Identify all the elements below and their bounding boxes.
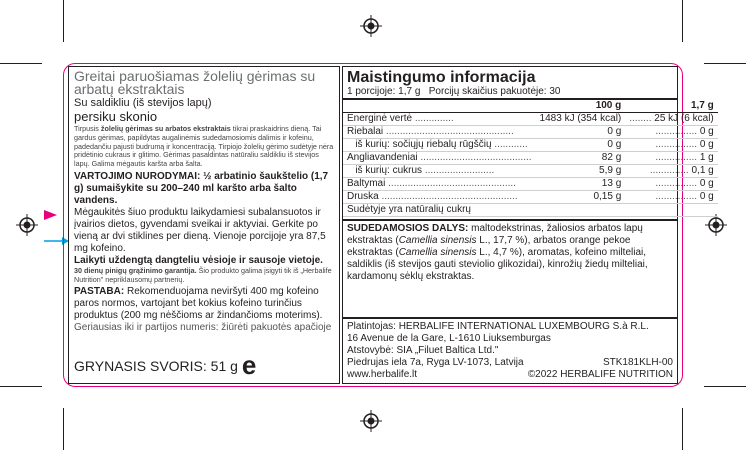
nutrient-label: iš kurių: sočiųjų riebalų rūgščių ............ <box>343 139 536 152</box>
crop-mark-tl-v <box>63 0 64 42</box>
nutrient-value-portion: ........ 25 kJ (6 kcal) <box>625 113 717 126</box>
note-bold: PASTABA: <box>74 285 125 297</box>
product-code: STK181KLH-00 <box>602 357 673 368</box>
nutrient-value-portion: ............... 0 g <box>625 191 717 204</box>
nutrient-label: iš kurių: cukrus ......................... <box>343 165 536 178</box>
portion-size: 1 porcijoje: 1,7 g <box>347 86 421 97</box>
caffeine-note <box>74 286 334 322</box>
nutrition-row <box>343 191 718 204</box>
crop-mark-br-h <box>704 386 746 387</box>
nutrient-value-100g: 1483 kJ (354 kcal) <box>536 113 626 126</box>
crop-mark-tl-h <box>0 63 42 64</box>
distributor-row-5 <box>347 369 673 381</box>
distributor-section <box>343 317 677 383</box>
ingredients-latin-1: Camellia sinensis <box>398 235 477 246</box>
distributor-line-4: Piedrujas iela 7a, Ryga LV-1073, Latvija <box>347 357 524 368</box>
nutrition-table <box>343 100 718 217</box>
ingredients-text-1: maltodekstrinas, žaliosios arbatos lapų ekstraktas ( <box>347 223 643 246</box>
registration-mark-icon <box>16 214 38 236</box>
nutrient-value-100g: 0,15 g <box>536 191 626 204</box>
nutrition-row <box>343 152 718 165</box>
nutrient-label: Riebalai .............................................. <box>343 126 536 139</box>
nutrition-row <box>343 139 718 152</box>
nutrient-label: Energinė vertė .............. <box>343 113 536 126</box>
usage-instructions: Mėgaukitės šiuo produktu laikydamiesi subalansuotos ir įvairios dietos, gyvendami sveikai ir aktyviai. Gerkite po vieną ar dvi stiklines per dieną. Vienoje porcijoje yra 87,5 mg kofeino. <box>74 206 326 254</box>
nutrient-value-portion: ............... 0 g <box>625 178 717 191</box>
storage-instructions: Laikyti uždengtą dangteliu vėsioje ir sausoje vietoje. <box>74 254 323 266</box>
ingredients-section <box>343 219 677 285</box>
crop-mark-bl-v <box>63 408 64 450</box>
portions-count: Porcijų skaičius pakuotėje: 30 <box>428 86 561 97</box>
nutrient-value-100g: 0 g <box>536 139 626 152</box>
ingredients-text-2: L., 17,7 %), arbatos orange pekoe ekstraktas ( <box>347 235 631 258</box>
nutrient-value-portion: ............... 0 g <box>625 139 717 152</box>
pink-triangle-icon <box>44 209 58 221</box>
nutrition-row <box>343 165 718 178</box>
distributor-line-1: Platintojas: HERBALIFE INTERNATIONAL LUXEMBOURG S.à R.L. <box>347 321 649 332</box>
nutrient-label: Angliavandeniai ........................................ <box>343 152 536 165</box>
nutrient-value-100g: 82 g <box>536 152 626 165</box>
distributor-line-2: 16 Avenue de la Gare, L-1610 Liuksemburgas <box>347 333 551 344</box>
nutrition-footnote-row <box>343 204 718 217</box>
usage-instructions-bold: VARTOJIMO NURODYMAI: ½ arbatinio šaukštelio (1,7 g) sumaišykite su 200–240 ml karšto arba šalto vandens. <box>74 170 329 206</box>
copyright: ©2022 HERBALIFE NUTRITION <box>527 369 673 380</box>
nutrient-value-100g: 0 g <box>536 126 626 139</box>
col-portion: 1,7 g <box>625 100 717 113</box>
registration-mark-icon <box>360 410 382 432</box>
nutrition-row <box>343 113 718 126</box>
ingredients-label: SUDEDAMOSIOS DALYS: <box>347 223 469 234</box>
crop-mark-tr-v <box>682 0 683 42</box>
nutrition-header-row <box>343 100 718 113</box>
nutrient-value-100g: 13 g <box>536 178 626 191</box>
website: www.herbalife.lt <box>347 369 418 380</box>
guarantee-bold: 30 dienų pinigų grąžinimo garantija. <box>74 265 197 275</box>
sweetener-line: Su saldikliu (iš stevijos lapų) <box>74 97 212 109</box>
nutrient-label: Druska ................................................. <box>343 191 536 204</box>
description-rest: tikrai praskaidrins dieną. Tai gardus gėrimas, papildytas augalinėmis sudedamosiomis dalimis ir kofeinu, padedančiu pajusti budrumą ir koncentraciją. Tirpiojo žolelių gėrimo sudėtyje nėra pridėtinio cukraus ir glitimo. Gėrimas pasaldintas natūraliu saldikliu iš stevijos lapų. Galima mėgautis karšta arba šalta. <box>74 124 334 169</box>
e-mark-icon: e <box>241 350 257 380</box>
money-back-guarantee <box>74 267 334 285</box>
ingredients-text-3: L., 4,7 %), aromatas, kofeino milteliai, saldiklis (iš stevijos gauti steviolio glikozidai), kinrožių žiedų milteliai, kardamonų sėklų ekstraktas. <box>347 247 648 282</box>
nutrient-label: Baltymai .............................................. <box>343 178 536 191</box>
net-weight <box>74 350 256 381</box>
crop-mark-br-v <box>682 408 683 450</box>
ingredients-latin-2: Camellia sinensis <box>398 247 477 258</box>
crop-mark-tr-h <box>704 63 746 64</box>
portion-info <box>343 86 677 100</box>
flavor-line: persiku skonio <box>74 109 158 124</box>
nutrient-value-portion: ............... 1 g <box>625 152 717 165</box>
registration-mark-icon <box>705 214 727 236</box>
distributor-line-3: Atstovybė: SIA „Filuet Baltica Ltd." <box>347 345 499 356</box>
product-title: Greitai paruošiamas žolelių gėrimas su arbatų ekstraktais <box>74 68 316 97</box>
nutrition-footnote: Sudėtyje yra natūralių cukrų <box>343 204 718 217</box>
nutrition-panel <box>342 66 714 384</box>
registration-mark-icon <box>360 15 382 37</box>
guarantee-rest: Šio produkto galima įsigyti tik iš „Herbalife Nutrition" nepriklausomų partnerių. <box>74 265 332 284</box>
nutrition-title: Maistingumo informacija <box>347 69 536 86</box>
nutrient-value-100g: 5,9 g <box>536 165 626 178</box>
product-description-panel <box>68 66 340 384</box>
product-description <box>74 125 334 169</box>
nutrition-row <box>343 126 718 139</box>
nutrient-value-portion: .............. 0,1 g <box>625 165 717 178</box>
crop-mark-bl-h <box>0 386 42 387</box>
distributor-row-4 <box>347 357 673 369</box>
description-bold: žolelių gėrimas su arbatos ekstraktais <box>100 124 231 133</box>
best-before-note: Geriausias iki ir partijos numeris: žiūrėti pakuotės apačioje <box>74 321 332 333</box>
note-rest: Rekomenduojama neviršyti 400 mg kofeino paros normos, vartojant bet kokius kofeino turinčius produktus (200 mg nėščioms ar žindančioms moterims). <box>74 285 323 321</box>
nutrition-row <box>343 178 718 191</box>
nutrient-value-portion: ............... 0 g <box>625 126 717 139</box>
col-100g: 100 g <box>536 100 626 113</box>
description-lead: Tirpusis <box>74 124 99 133</box>
nutrition-header-blank <box>343 100 536 113</box>
net-weight-text: GRYNASIS SVORIS: 51 g <box>74 358 238 374</box>
